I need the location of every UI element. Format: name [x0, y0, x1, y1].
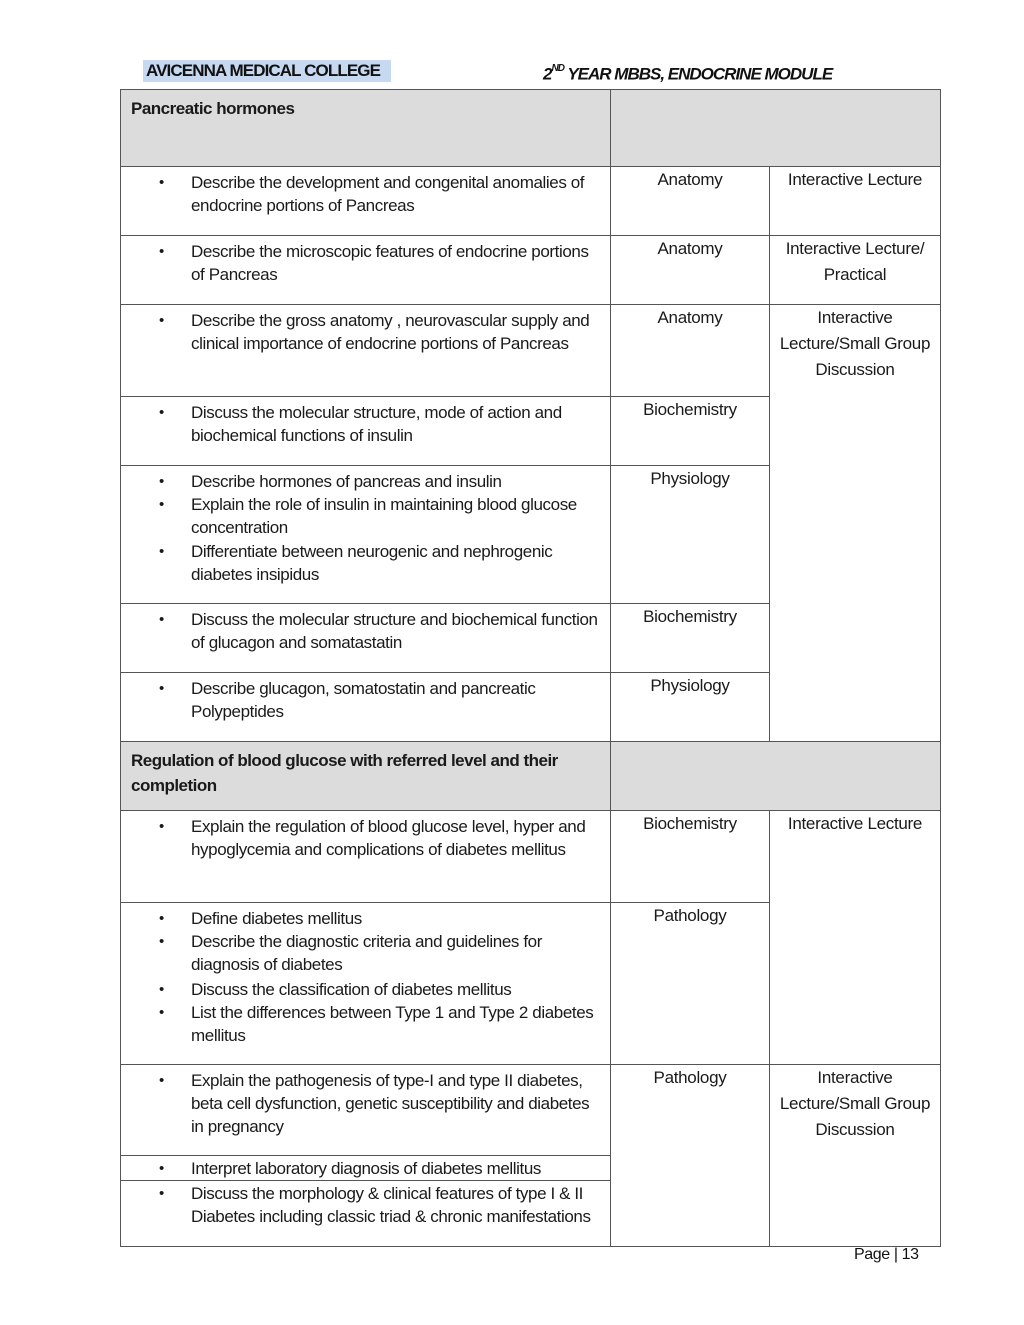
method-cell-merged: Interactive Lecture: [770, 811, 941, 1065]
objectives-cell: [121, 1156, 611, 1181]
page-footer: [854, 1246, 919, 1264]
objectives-cell: [121, 466, 611, 604]
section-title: Regulation of blood glucose with referred level and their completion: [131, 751, 558, 795]
objective-item: • Describe the microscopic features of endocrine portions of Pancreas: [131, 240, 602, 286]
objectives-cell: [121, 305, 611, 397]
section-title-cell: [121, 742, 611, 811]
table-row: [121, 1065, 941, 1156]
objective-item: • List the differences between Type 1 and Type 2 diabetes mellitus: [131, 1001, 602, 1047]
page-label: Page |: [854, 1246, 902, 1263]
subject-cell: Biochemistry: [611, 811, 770, 903]
method-cell-merged: Interactive Lecture/Small Group Discussion: [770, 305, 941, 742]
subject-cell: Biochemistry: [611, 397, 770, 466]
objectives-cell: [121, 903, 611, 1065]
year-suffix: ND: [551, 63, 564, 74]
objectives-cell: [121, 167, 611, 236]
objectives-cell: [121, 397, 611, 466]
method-cell: Interactive Lecture: [770, 167, 941, 236]
subject-cell: Anatomy: [611, 167, 770, 236]
objective-item: • Define diabetes mellitus: [131, 907, 602, 930]
method-cell: Interactive Lecture/ Practical: [770, 236, 941, 305]
module-name: YEAR MBBS, ENDOCRINE MODULE: [563, 64, 833, 84]
objective-item: • Describe the development and congenital anomalies of endocrine portions of Pancreas: [131, 171, 602, 217]
objective-item: • Discuss the classification of diabetes mellitus: [131, 978, 602, 1001]
objective-item: • Discuss the molecular structure and biochemical function of glucagon and somatastatin: [131, 608, 602, 654]
objectives-cell: [121, 673, 611, 742]
objectives-cell: [121, 1181, 611, 1247]
table-row: [121, 811, 941, 903]
section-header-empty: [611, 90, 941, 167]
page-number: 13: [901, 1246, 919, 1263]
objective-item: • Describe the gross anatomy , neurovascular supply and clinical importance of endocrine portions of Pancreas: [131, 309, 602, 355]
objective-item: • Explain the pathogenesis of type-I and type II diabetes, beta cell dysfunction, genetic susceptibility and diabetes in pregnancy: [131, 1069, 602, 1138]
objective-item: • Explain the role of insulin in maintaining blood glucose concentration: [131, 493, 602, 539]
objective-item: • Differentiate between neurogenic and nephrogenic diabetes insipidus: [131, 540, 602, 586]
objectives-cell: [121, 236, 611, 305]
section-header: [121, 90, 941, 167]
subject-cell: Biochemistry: [611, 604, 770, 673]
subject-cell: Anatomy: [611, 305, 770, 397]
module-title: [543, 60, 832, 86]
objective-item: • Explain the regulation of blood glucose level, hyper and hypoglycemia and complications of diabetes mellitus: [131, 815, 602, 861]
subject-cell-merged: Pathology: [611, 1065, 770, 1247]
section-title-cell: [121, 90, 611, 167]
objective-item: • Describe hormones of pancreas and insulin: [131, 470, 602, 493]
subject-cell: Anatomy: [611, 236, 770, 305]
table-row: [121, 305, 941, 397]
learning-objectives-table: [120, 89, 941, 1247]
section-title: Pancreatic hormones: [131, 99, 295, 118]
objective-item: • Discuss the morphology & clinical features of type I & II Diabetes including classic triad & chronic manifestations: [131, 1182, 602, 1228]
objective-item: • Describe glucagon, somatostatin and pancreatic Polypeptides: [131, 677, 602, 723]
table-row: [121, 167, 941, 236]
subject-cell: Physiology: [611, 466, 770, 604]
table-row: [121, 236, 941, 305]
objective-item: • Discuss the molecular structure, mode of action and biochemical functions of insulin: [131, 401, 602, 447]
section-header: [121, 742, 941, 811]
section-header-empty: [611, 742, 941, 811]
objectives-cell: [121, 811, 611, 903]
objective-item: • Describe the diagnostic criteria and guidelines for diagnosis of diabetes: [131, 930, 602, 976]
method-cell-merged: Interactive Lecture/Small Group Discussion: [770, 1065, 941, 1247]
objectives-cell: [121, 604, 611, 673]
year-number: 2: [543, 64, 552, 84]
college-name: AVICENNA MEDICAL COLLEGE: [143, 60, 391, 82]
objectives-cell: [121, 1065, 611, 1156]
objective-item: • Interpret laboratory diagnosis of diabetes mellitus: [131, 1157, 602, 1180]
subject-cell: Physiology: [611, 673, 770, 742]
subject-cell: Pathology: [611, 903, 770, 1065]
